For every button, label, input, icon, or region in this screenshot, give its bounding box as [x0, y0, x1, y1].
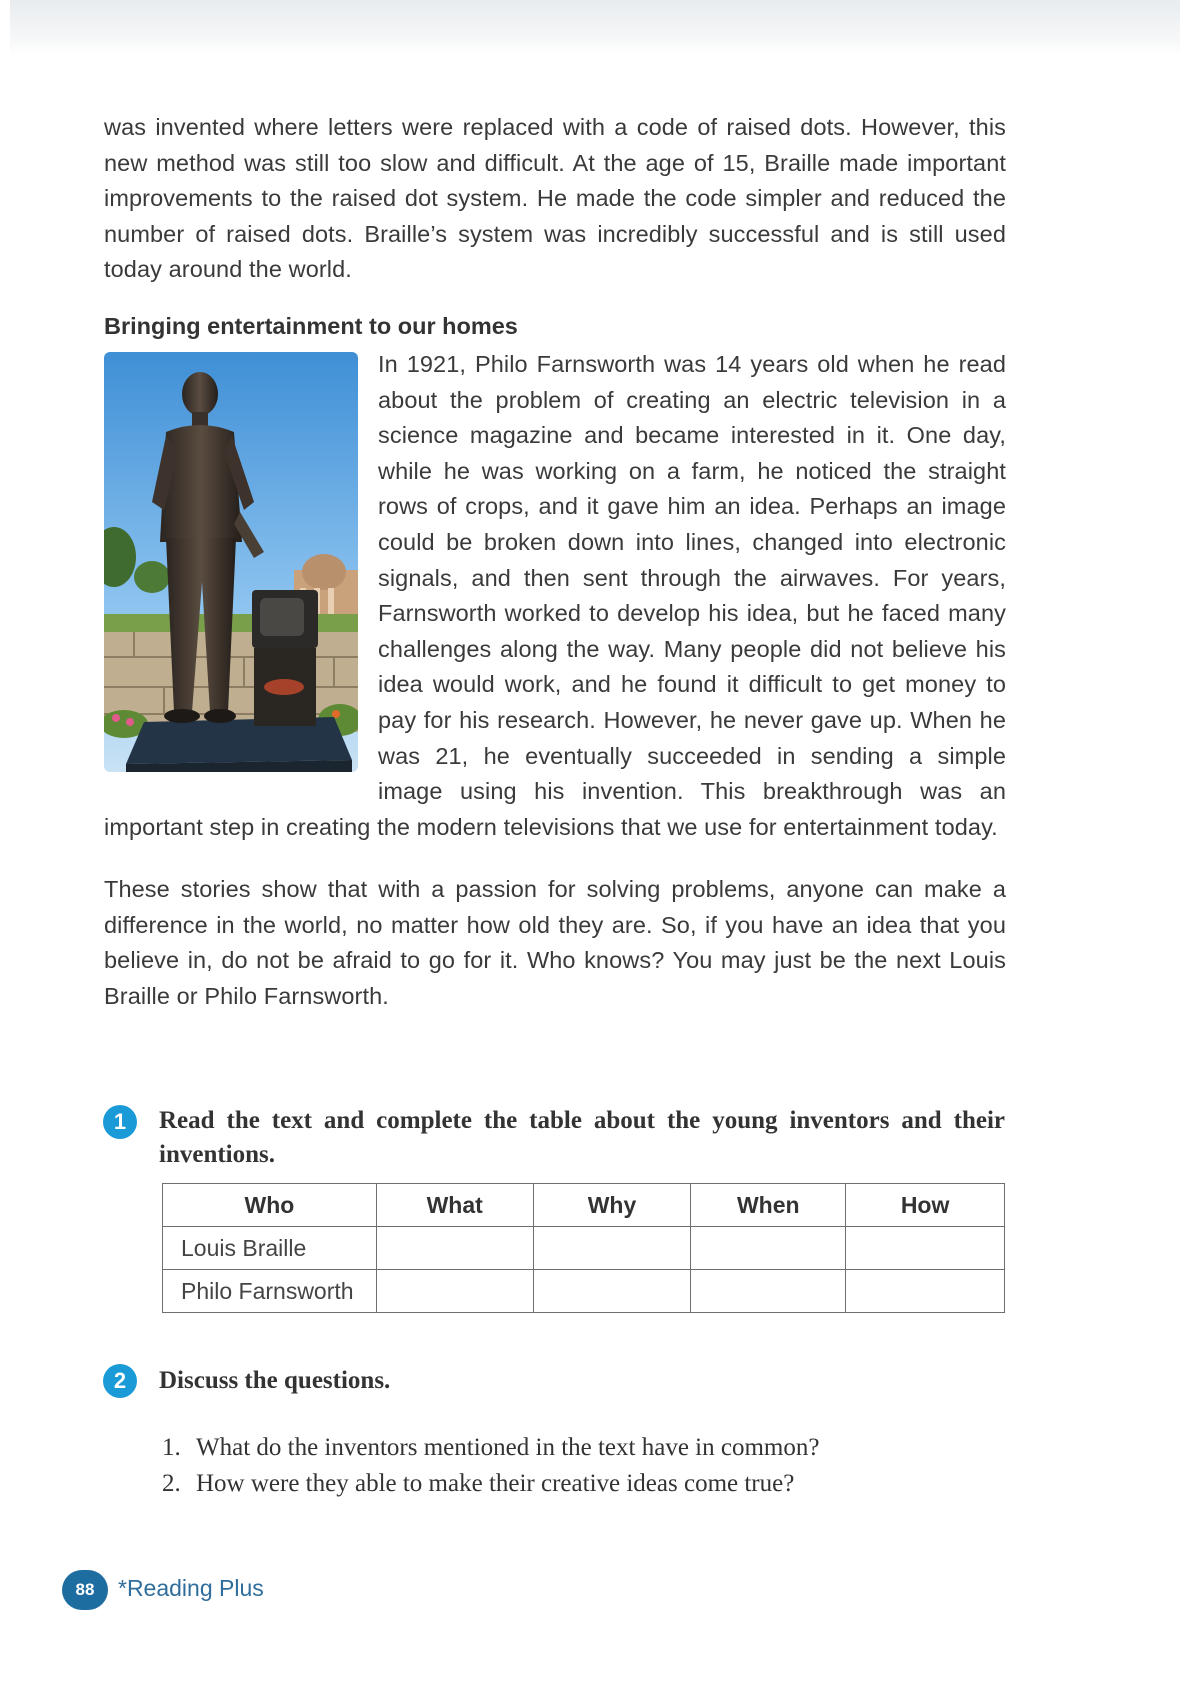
table-header-cell: How: [846, 1184, 1005, 1227]
table-cell-why[interactable]: [533, 1227, 691, 1270]
question-number: 1.: [162, 1434, 181, 1461]
table-header-row: [163, 1184, 1005, 1227]
table-cell-how[interactable]: [846, 1227, 1005, 1270]
table-cell-why[interactable]: [533, 1270, 691, 1313]
top-band: [10, 0, 1180, 55]
table-header-cell: Who: [163, 1184, 377, 1227]
table-header-cell: When: [691, 1184, 846, 1227]
inventors-table: [162, 1183, 1005, 1313]
exercise-1-instruction: Read the text and complete the table about the young inventors and their inventions.: [159, 1107, 1005, 1168]
table-row: [163, 1270, 1005, 1313]
table-cell-who: Louis Braille: [163, 1227, 377, 1270]
farnsworth-paragraph: In 1921, Philo Farnsworth was 14 years old when he read about the problem of creating an electric television in a science magazine and became interested in it. One day, while he was working on a farm, he noticed the straight rows of crops, and it gave him an idea. Perhaps an image could be broken down into lines, changed into electronic signals, and then sent through the airwaves. For years, Farnsworth worked to develop his idea, but he faced many challenges along the way. Many people did not believe his idea would work, and he found it difficult to get money to pay for his research. However, he never gave up. When he was 21, he eventually succeeded in sending a simple image using his invention. This breakthrough was an important step in creating the modern televisions that we use for entertainment today.: [104, 351, 1006, 840]
list-item: [162, 1466, 819, 1502]
list-item: [162, 1430, 819, 1466]
farnsworth-section: [104, 347, 1006, 845]
table-header-cell: What: [376, 1184, 533, 1227]
statue-photo: [104, 352, 358, 772]
table-cell-what[interactable]: [376, 1270, 533, 1313]
table-cell-how[interactable]: [846, 1270, 1005, 1313]
exercise-1-number-badge: 1: [103, 1105, 137, 1139]
question-number: 2.: [162, 1470, 181, 1497]
discussion-questions: [162, 1430, 819, 1502]
table-cell-when[interactable]: [691, 1270, 846, 1313]
table-cell-who: Philo Farnsworth: [163, 1270, 377, 1313]
table-cell-what[interactable]: [376, 1227, 533, 1270]
section-heading: Bringing entertainment to our homes: [104, 313, 518, 339]
page-number-badge: 88: [62, 1570, 108, 1610]
table-row: [163, 1227, 1005, 1270]
question-text: How were they able to make their creative ideas come true?: [196, 1470, 795, 1497]
exercise-2-number-badge: 2: [103, 1364, 137, 1398]
table-header-cell: Why: [533, 1184, 691, 1227]
intro-paragraph: was invented where letters were replaced with a code of raised dots. However, this new method was still too slow and difficult. At the age of 15, Braille made important improvements to the raised dot system. He made the code simpler and reduced the number of raised dots. Braille’s system was incredibly successful and is still used today around the world.: [104, 114, 1006, 283]
question-text: What do the inventors mentioned in the text have in common?: [196, 1434, 820, 1461]
table-cell-when[interactable]: [691, 1227, 846, 1270]
conclusion-paragraph: These stories show that with a passion for solving problems, anyone can make a difference in the world, no matter how old they are. So, if you have an idea that you believe in, do not be afraid to go for it. Who knows? You may just be the next Louis Braille or Philo Farnsworth.: [104, 876, 1006, 1009]
exercise-2-instruction: Discuss the questions.: [159, 1367, 391, 1394]
footer-section-label: *Reading Plus: [118, 1575, 264, 1601]
